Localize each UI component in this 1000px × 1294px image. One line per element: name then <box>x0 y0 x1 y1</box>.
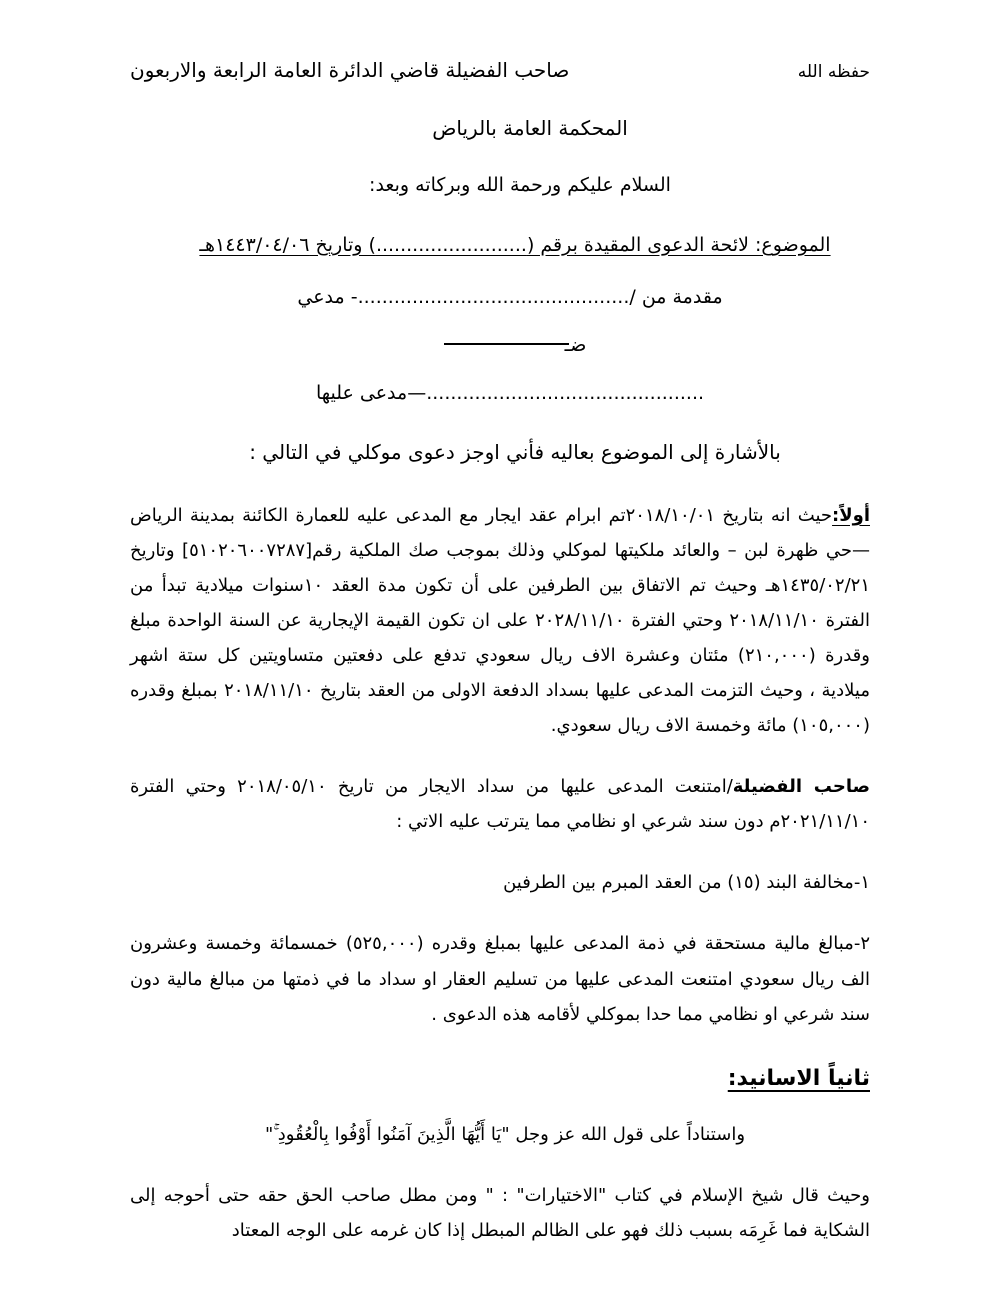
first-section-text: حيث انه بتاريخ ٢٠١٨/١٠/٠١تم ابرام عقد ايجار مع المدعى عليه للعمارة الكائنة بمدينة الرياض —حي ظهرة لبن – والعائد ملكيتها لموكلي وذلك بموجب صك الملكية رقم[٥١٠٢٠٦٠٠٧٢٨٧] وتاريخ ١٤٣٥/٠٢/٢١هـ وحيث تم الاتفاق بين الطرفين على أن تكون مدة العقد ١٠سنوات ميلادية تبدأ من الفترة ٢٠١٨/١١/١٠ وحتي الفترة ٢٠٢٨/١١/١٠ على ان تكون القيمة الإيجارية عن السنة الواحدة مبلغ وقدرة (٢١٠,٠٠٠) مئتان وعشرة الاف ريال سعودي تدفع على دفعتين متساويتين كل ستة اشهر ميلادية ، وحيث التزمت المدعى عليها بسداد الدفعة الاولى من العقد بتاريخ ٢٠١٨/١١/١٠ بمبلغ وقدره (١٠٥,٠٠٠) مائة وخمسة الاف ريال سعودي. <box>130 504 870 737</box>
plaintiff-line <box>130 286 870 308</box>
defendant-dots: .............................................. <box>426 381 705 404</box>
first-section-paragraph <box>130 498 870 744</box>
plaintiff-prefix: مقدمة من / <box>629 285 723 308</box>
versus-label: ضـ <box>564 333 587 356</box>
evidence-heading: ثانياً الاسانيد: <box>727 1065 870 1091</box>
keeper-note: حفظه الله <box>797 62 870 82</box>
court-name: المحكمة العامة بالرياض <box>432 115 628 140</box>
subject-date: ١٤٤٣/٠٤/٠٦هـ <box>199 233 310 256</box>
evidence-quran-verse: واستناداً على قول الله عز وجل "يَا أَيُّهَا الَّذِينَ آمَنُوا أَوْفُوا بِالْعُقُودِ ۚ" <box>264 1123 746 1145</box>
subject-label: الموضوع: لائحة الدعوى المقيدة برقم ( <box>526 233 831 256</box>
case-number-placeholder: ......................... <box>375 233 527 256</box>
defendant-line <box>130 382 870 404</box>
second-section-marker: صاحب الفضيلة <box>732 776 870 798</box>
versus-kashida-rule <box>444 343 569 345</box>
subject-line <box>130 234 870 256</box>
first-section-marker: أولاً: <box>832 504 870 526</box>
evidence-scholar-quote: وحيث قال شيخ الإسلام في كتاب "الاختيارات" : " ومن مطل صاحب الحق حقه حتى أحوجه إلى الشكاية فما غَرِمَه بسبب ذلك فهو على الظالم المبطل إذا كان غرمه على الوجه المعتاد <box>130 1184 870 1241</box>
header-row <box>130 55 870 86</box>
versus-line <box>130 334 870 356</box>
claim-item: ٢-مبالغ مالية مستحقة في ذمة المدعى عليها بمبلغ وقدره (٥٢٥,٠٠٠) خمسمائة وخمسة وعشرون الف ريال سعودي امتنعت المدعى عليها من تسليم العقار او سداد ما في ذمتها من مبالغ مالية دون سند شرعي او نظامي مما حدا بموكلي لأقامه هذه الدعوى . <box>130 933 870 1025</box>
second-section-text: /امتنعت المدعى عليها من سداد الايجار من تاريخ ٢٠١٨/٠٥/١٠ وحتي الفترة ٢٠٢١/١١/١٠م دون سند شرعي او نظامي مما يترتب عليه الاتي : <box>130 776 870 833</box>
second-section-paragraph <box>130 769 870 839</box>
claim-item: ١-مخالفة البند (١٥) من العقد المبرم بين الطرفين <box>503 872 870 894</box>
intro-line: بالأشارة إلى الموضوع بعاليه فأني اوجز دعوى موكلي في التالي : <box>249 439 781 464</box>
subject-middle: ) وتاريخ <box>309 233 376 256</box>
addressee-line: صاحب الفضيلة قاضي الدائرة العامة الرابعة والاربعون <box>130 58 570 82</box>
defendant-role: —مدعى عليها <box>315 381 427 404</box>
plaintiff-dots: ............................................. <box>357 285 630 308</box>
greeting-line: السلام عليكم ورحمة الله وبركاته وبعد: <box>369 173 671 196</box>
plaintiff-role: - مدعي <box>297 285 358 308</box>
